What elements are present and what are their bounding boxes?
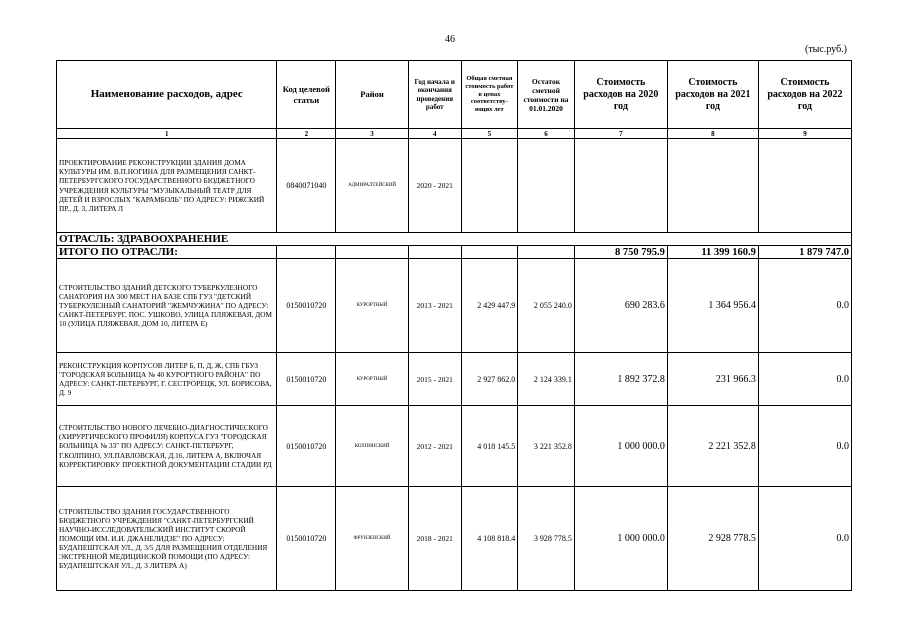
row-code: 0150010720 bbox=[277, 487, 336, 591]
row-cost-2022: 0.0 bbox=[758, 259, 851, 353]
row-cost-2022: 0.0 bbox=[758, 353, 851, 406]
row-rayon: КУРОРТНЫЙ bbox=[336, 259, 409, 353]
col-number: 7 bbox=[574, 129, 667, 139]
sector-total-2020: 8 750 795.9 bbox=[574, 246, 667, 259]
row-total-cost: 4 108 818.4 bbox=[461, 487, 518, 591]
row-cost-2022: 0.0 bbox=[758, 487, 851, 591]
units-label: (тыс.руб.) bbox=[804, 44, 847, 55]
col-header-2022: Стоимость расходов на 2022 год bbox=[758, 61, 851, 129]
row-years: 2013 - 2021 bbox=[408, 259, 461, 353]
row-code: 0150010720 bbox=[277, 259, 336, 353]
budget-table bbox=[56, 60, 852, 591]
table-header-row bbox=[57, 61, 852, 129]
row-cost-2020 bbox=[574, 139, 667, 233]
row-total-cost bbox=[461, 139, 518, 233]
row-name: РЕКОНСТРУКЦИЯ КОРПУСОВ ЛИТЕР Б, П, Д, Ж, СПБ ГБУЗ "ГОРОДСКАЯ БОЛЬНИЦА № 40 КУРОРТНОГО РАЙОНА" ПО АДРЕСУ: САНКТ-ПЕТЕРБУРГ, Г. СЕСТРОРЕЦК, УЛ. БОРИСОВА, Д. 9 bbox=[57, 353, 277, 406]
col-header-years: Год начала и окончания проведения работ bbox=[408, 61, 461, 129]
row-cost-2020: 1 000 000.0 bbox=[574, 487, 667, 591]
row-name: СТРОИТЕЛЬСТВО ЗДАНИЙ ДЕТСКОГО ТУБЕРКУЛЕЗНОГО САНАТОРИЯ НА 300 МЕСТ НА БАЗЕ СПБ ГУЗ "ДЕТСКИЙ ТУБЕРКУЛЕЗНЫЙ САНАТОРИЙ "ЖЕМЧУЖИНА" ПО АДРЕСУ: САНКТ-ПЕТЕРБУРГ, ПОС. УШКОВО, УЛИЦА ПЛЯЖЕВАЯ, ДОМ 10 (УЛИЦА ПЛЯЖЕВАЯ, ДОМ 10, ЛИТЕРА Е) bbox=[57, 259, 277, 353]
col-number: 3 bbox=[336, 129, 409, 139]
empty-cell bbox=[461, 246, 518, 259]
table-row bbox=[57, 406, 852, 487]
col-header-code: Код целевой статьи bbox=[277, 61, 336, 129]
col-header-2021: Стоимость расходов на 2021 год bbox=[667, 61, 758, 129]
empty-cell bbox=[518, 246, 575, 259]
column-number-row bbox=[57, 129, 852, 139]
row-cost-2021: 2 928 778.5 bbox=[667, 487, 758, 591]
col-header-name: Наименование расходов, адрес bbox=[57, 61, 277, 129]
table-row bbox=[57, 487, 852, 591]
row-rayon: КОЛПИНСКИЙ bbox=[336, 406, 409, 487]
empty-cell bbox=[277, 246, 336, 259]
row-name: ПРОЕКТИРОВАНИЕ РЕКОНСТРУКЦИИ ЗДАНИЯ ДОМА КУЛЬТУРЫ ИМ. В.П.НОГИНА ДЛЯ РАЗМЕЩЕНИЯ САНКТ-ПЕТЕРБУРГСКОГО ГОСУДАРСТВЕННОГО БЮДЖЕТНОГО УЧРЕЖДЕНИЯ КУЛЬТУРЫ "МУЗЫКАЛЬНЫЙ ТЕАТР ДЛЯ ДЕТЕЙ И ВЗРОСЛЫХ "КАРАМБОЛЬ" ПО АДРЕСУ: РИЖСКИЙ ПР., Д. 3, ЛИТЕРА Л bbox=[57, 139, 277, 233]
table-row bbox=[57, 353, 852, 406]
row-total-cost: 2 927 862.0 bbox=[461, 353, 518, 406]
row-cost-2021: 2 221 352.8 bbox=[667, 406, 758, 487]
row-code: 0840071040 bbox=[277, 139, 336, 233]
col-number: 5 bbox=[461, 129, 518, 139]
page-number: 46 bbox=[445, 34, 455, 45]
row-years: 2012 - 2021 bbox=[408, 406, 461, 487]
row-code: 0150010720 bbox=[277, 353, 336, 406]
sector-row bbox=[57, 233, 852, 246]
table-row bbox=[57, 259, 852, 353]
row-cost-2020: 690 283.6 bbox=[574, 259, 667, 353]
col-header-2020: Стоимость расходов на 2020 год bbox=[574, 61, 667, 129]
col-number: 4 bbox=[408, 129, 461, 139]
sector-total-2021: 11 399 160.9 bbox=[667, 246, 758, 259]
row-code: 0150010720 bbox=[277, 406, 336, 487]
row-cost-2020: 1 892 372.8 bbox=[574, 353, 667, 406]
row-cost-2022 bbox=[758, 139, 851, 233]
col-number: 8 bbox=[667, 129, 758, 139]
row-years: 2020 - 2021 bbox=[408, 139, 461, 233]
row-remainder: 3 928 778.5 bbox=[518, 487, 575, 591]
row-name: СТРОИТЕЛЬСТВО ЗДАНИЯ ГОСУДАРСТВЕННОГО БЮДЖЕТНОГО УЧРЕЖДЕНИЯ "САНКТ-ПЕТЕРБУРГСКИЙ НАУЧНО-ИССЛЕДОВАТЕЛЬСКИЙ ИНСТИТУТ СКОРОЙ ПОМОЩИ ИМ. И.И. ДЖАНЕЛИДЗЕ" ПО АДРЕСУ: БУДАПЕШТСКАЯ УЛ., Д. 3/5 ДЛЯ РАЗМЕЩЕНИЯ ОТДЕЛЕНИЯ ЭКСТРЕННОЙ МЕДИЦИНСКОЙ ПОМОЩИ (ПО АДРЕСУ: БУДАПЕШТСКАЯ УЛ., Д. 3 ЛИТЕРА А) bbox=[57, 487, 277, 591]
row-remainder bbox=[518, 139, 575, 233]
empty-cell bbox=[408, 246, 461, 259]
col-header-rayon: Район bbox=[336, 61, 409, 129]
col-number: 2 bbox=[277, 129, 336, 139]
row-remainder: 3 221 352.8 bbox=[518, 406, 575, 487]
table-row bbox=[57, 139, 852, 233]
row-cost-2021: 231 966.3 bbox=[667, 353, 758, 406]
col-header-remainder: Остаток сметной стоимости на 01.01.2020 bbox=[518, 61, 575, 129]
row-remainder: 2 055 240.0 bbox=[518, 259, 575, 353]
row-rayon: АДМИРАЛТЕЙСКИЙ bbox=[336, 139, 409, 233]
row-cost-2020: 1 000 000.0 bbox=[574, 406, 667, 487]
row-cost-2022: 0.0 bbox=[758, 406, 851, 487]
row-years: 2015 - 2021 bbox=[408, 353, 461, 406]
col-number: 1 bbox=[57, 129, 277, 139]
row-name: СТРОИТЕЛЬСТВО НОВОГО ЛЕЧЕБНО-ДИАГНОСТИЧЕСКОГО (ХИРУРГИЧЕСКОГО ПРОФИЛЯ) КОРПУСА ГУЗ "ГОРОДСКАЯ БОЛЬНИЦА № 33" ПО АДРЕСУ: САНКТ-ПЕТЕРБУРГ, Г.КОЛПИНО, УЛ.ПАВЛОВСКАЯ, Д.16, ЛИТЕРА А, ВКЛЮЧАЯ КОРРЕКТИРОВКУ ПРОЕКТНОЙ ДОКУМЕНТАЦИИ СТАДИИ РД bbox=[57, 406, 277, 487]
row-cost-2021: 1 364 956.4 bbox=[667, 259, 758, 353]
row-total-cost: 2 429 447.9 bbox=[461, 259, 518, 353]
col-number: 6 bbox=[518, 129, 575, 139]
row-total-cost: 4 018 145.5 bbox=[461, 406, 518, 487]
row-rayon: ФРУНЗЕНСКИЙ bbox=[336, 487, 409, 591]
row-remainder: 2 124 339.1 bbox=[518, 353, 575, 406]
row-rayon: КУРОРТНЫЙ bbox=[336, 353, 409, 406]
row-cost-2021 bbox=[667, 139, 758, 233]
sector-title: ОТРАСЛЬ: ЗДРАВООХРАНЕНИЕ bbox=[57, 233, 852, 246]
sector-total-2022: 1 879 747.0 bbox=[758, 246, 851, 259]
sector-total-row bbox=[57, 246, 852, 259]
row-years: 2018 - 2021 bbox=[408, 487, 461, 591]
sector-total-label: ИТОГО ПО ОТРАСЛИ: bbox=[57, 246, 277, 259]
col-header-total-cost: Общая сметная стоимость работ в ценах соответству-ющих лет bbox=[461, 61, 518, 129]
empty-cell bbox=[336, 246, 409, 259]
col-number: 9 bbox=[758, 129, 851, 139]
